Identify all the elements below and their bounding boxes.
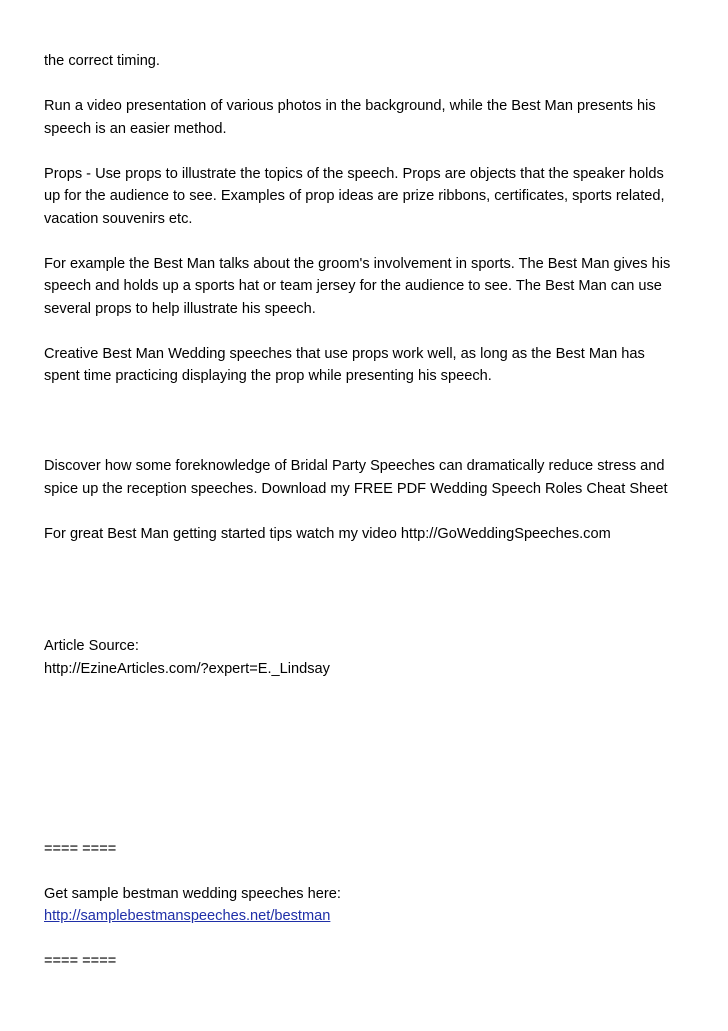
article-source-url: http://EzineArticles.com/?expert=E._Lindsay	[44, 660, 330, 677]
paragraph-gap	[44, 703, 704, 726]
paragraph-gap	[44, 815, 704, 838]
text-line: spice up the reception speeches. Download my FREE PDF Wedding Speech Roles Cheat Sheet	[44, 480, 668, 497]
text-line: vacation souvenirs etc.	[44, 210, 193, 227]
paragraph-gap	[44, 500, 704, 523]
text-line: speech and holds up a sports hat or team jersey for the audience to see. The Best Man can use	[44, 278, 662, 294]
paragraph-gap	[44, 770, 704, 793]
paragraph-gap	[44, 568, 704, 591]
text-line: For example the Best Man talks about the groom's involvement in sports. The Best Man gives his	[44, 255, 671, 272]
text-line: spent time practicing displaying the prop while presenting his speech.	[44, 368, 492, 384]
text-line: Creative Best Man Wedding speeches that use props work well, as long as the Best Man has	[44, 345, 645, 362]
paragraph-gap	[44, 388, 704, 411]
paragraph-gap	[44, 613, 704, 636]
text-line: Props - Use props to illustrate the topics of the speech. Props are objects that the speaker holds	[44, 165, 664, 182]
sample-speeches-link[interactable]: http://samplebestmanspeeches.net/bestman	[44, 908, 331, 924]
text-line: up for the audience to see. Examples of prop ideas are prize ribbons, certificates, sports related,	[44, 188, 665, 204]
paragraph-gap	[44, 320, 704, 343]
paragraph-gap	[44, 725, 704, 748]
paragraph-gap	[44, 860, 704, 883]
sample-intro-text: Get sample bestman wedding speeches here:	[44, 885, 341, 902]
separator-line: ==== ====	[44, 953, 117, 969]
paragraph-gap	[44, 793, 704, 816]
paragraph-gap	[44, 140, 704, 163]
text-line: For great Best Man getting started tips watch my video http://GoWeddingSpeeches.com	[44, 525, 611, 542]
text-line: Run a video presentation of various photos in the background, while the Best Man presents his	[44, 98, 656, 114]
separator-line: ==== ====	[44, 840, 117, 857]
text-line: several props to help illustrate his speech.	[44, 300, 316, 317]
paragraph-gap	[44, 590, 704, 613]
text-line: speech is an easier method.	[44, 120, 227, 137]
paragraph-gap	[44, 73, 704, 96]
text-line: Discover how some foreknowledge of Bridal Party Speeches can dramatically reduce stress and	[44, 458, 665, 474]
paragraph-gap	[44, 410, 704, 433]
paragraph-gap	[44, 680, 704, 703]
paragraph-gap	[44, 545, 704, 568]
paragraph-gap	[44, 230, 704, 253]
document-page	[44, 50, 704, 973]
sample-link-line	[44, 905, 704, 928]
paragraph-gap	[44, 748, 704, 771]
article-source-label: Article Source:	[44, 638, 139, 654]
paragraph-gap	[44, 928, 704, 951]
text-line: the correct timing.	[44, 53, 160, 69]
paragraph-gap	[44, 433, 704, 456]
